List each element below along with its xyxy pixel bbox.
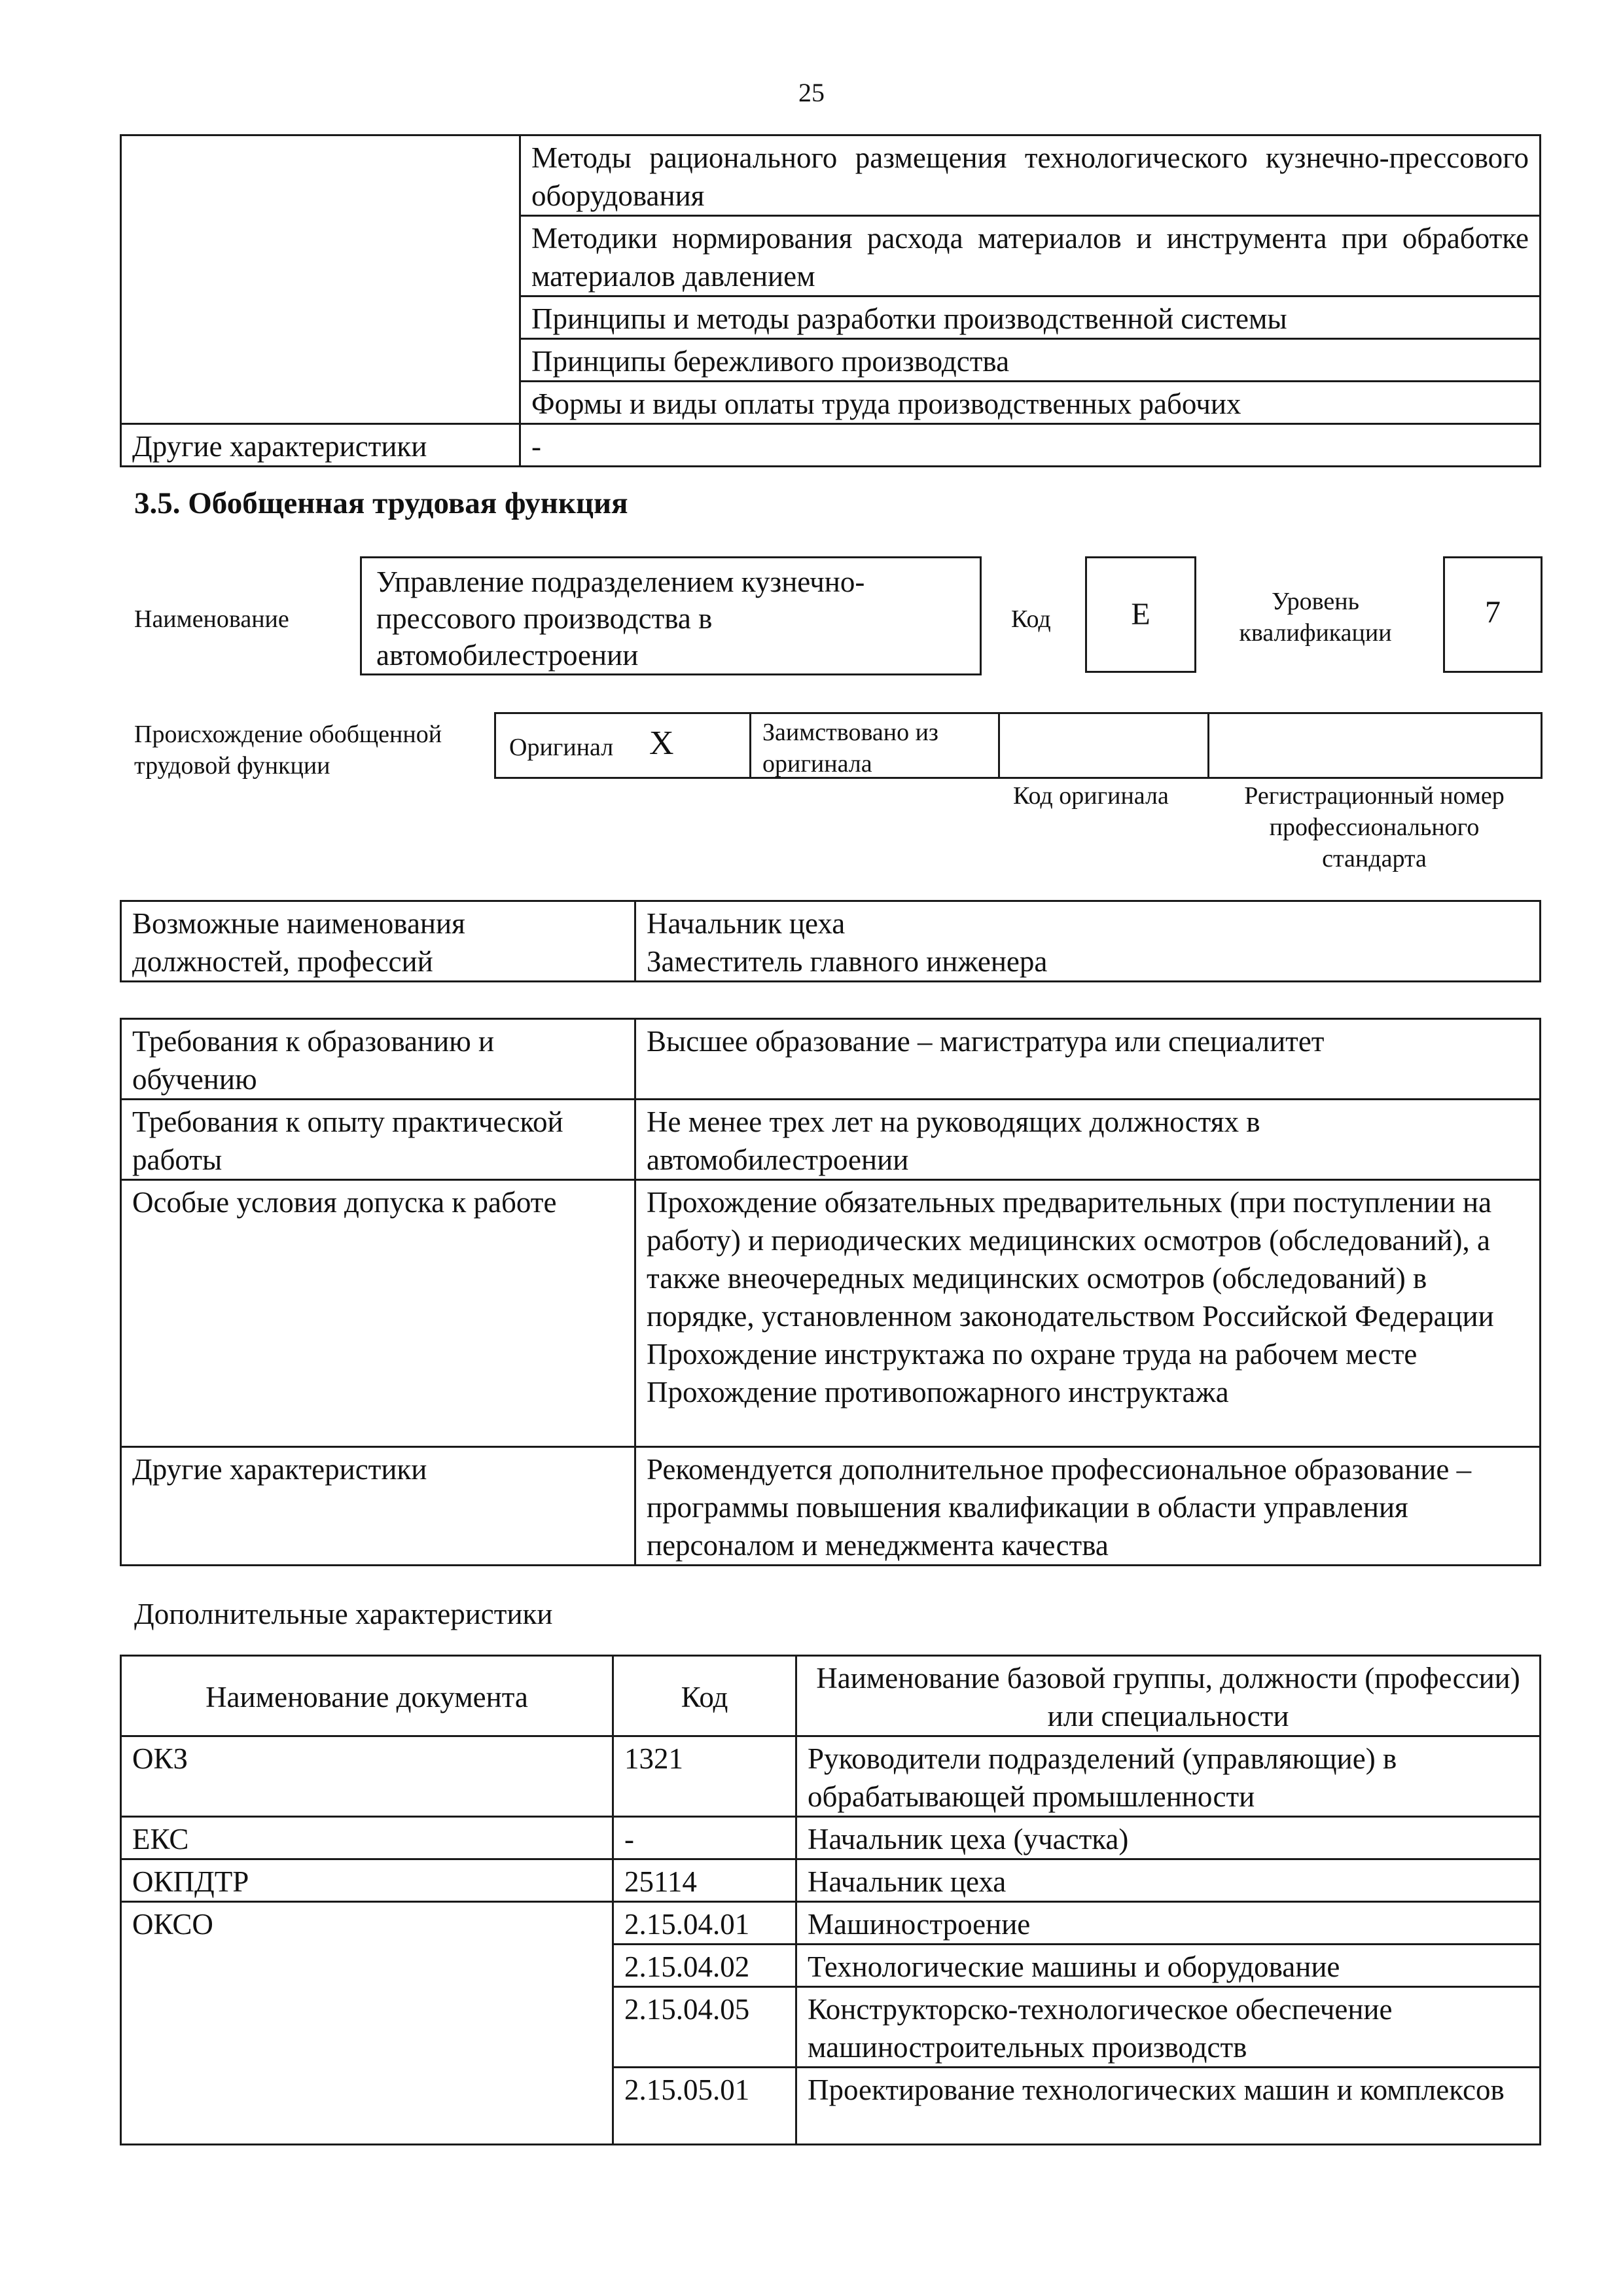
name-cell: Руководители подразделений (управляющие) в обрабатывающей промышленности (796, 1736, 1541, 1817)
knowledge-item: Методы рационального размещения технологического кузнечно-прессового оборудования (520, 135, 1541, 216)
section-heading: 3.5. Обобщенная трудовая функция (134, 486, 628, 520)
requirement-value: Высшее образование – магистратура или специалитет (635, 1019, 1541, 1100)
name-cell: Машиностроение (796, 1902, 1541, 1945)
origin-divider (998, 712, 1000, 779)
requirement-value: Не менее трех лет на руководящих должностях в автомобилестроении (635, 1100, 1541, 1180)
requirements-table (120, 1018, 1541, 1566)
page-number: 25 (798, 78, 825, 107)
original-mark: X (649, 725, 674, 762)
origin-divider (1207, 712, 1209, 779)
code-cell: 2.15.04.01 (613, 1902, 796, 1945)
position-item: Заместитель главного инженера (647, 945, 1048, 978)
knowledge-item: Формы и виды оплаты труда производственных рабочих (520, 382, 1541, 424)
borrowed-label: Заимствовано из оригинала (762, 719, 938, 778)
code-cell: 25114 (613, 1859, 796, 1902)
requirement-value: Рекомендуется дополнительное профессиональное образование – программы повышения квалификации в области управления персоналом и менеджмента качества (635, 1447, 1541, 1566)
other-characteristics-value: - (520, 424, 1541, 467)
code-cell: 2.15.05.01 (613, 2068, 796, 2145)
function-name-box (360, 556, 982, 675)
positions-values (635, 901, 1541, 982)
requirement-label: Другие характеристики (121, 1447, 635, 1566)
name-label: Наименование (134, 605, 289, 633)
origin-divider (749, 712, 751, 779)
requirement-label: Требования к опыту практической работы (121, 1100, 635, 1180)
header-code: Код (613, 1656, 796, 1736)
level-value: 7 (1485, 595, 1501, 630)
empty-label-cell (121, 135, 520, 424)
name-cell: Начальник цеха (796, 1859, 1541, 1902)
requirement-label: Требования к образованию и обучению (121, 1019, 635, 1100)
additional-title: Дополнительные характеристики (134, 1598, 553, 1630)
top-knowledge-table (120, 134, 1541, 467)
code-value: E (1131, 597, 1150, 632)
name-cell: Технологические машины и оборудование (796, 1945, 1541, 1987)
registration-number-caption: Регистрационный номер профессионального стандарта (1244, 782, 1505, 872)
positions-label: Возможные наименования должностей, профессий (121, 901, 635, 982)
positions-table (120, 900, 1541, 982)
header-document: Наименование документа (121, 1656, 613, 1736)
knowledge-item: Принципы и методы разработки производственной системы (520, 296, 1541, 339)
code-label: Код (1011, 605, 1051, 633)
requirement-label: Особые условия допуска к работе (121, 1180, 635, 1447)
header-name: Наименование базовой группы, должности (профессии) или специальности (796, 1656, 1541, 1736)
name-cell: Проектирование технологических машин и комплексов (796, 2068, 1541, 2145)
other-characteristics-label: Другие характеристики (121, 424, 520, 467)
function-name-value: Управление подразделением кузнечно-прессового производства в автомобилестроении (376, 565, 865, 672)
doc-cell: ЕКС (121, 1817, 613, 1859)
original-label: Оригинал (509, 734, 614, 761)
origin-label: Происхождение обобщенной трудовой функции (134, 721, 442, 780)
doc-cell: ОКПДТР (121, 1859, 613, 1902)
requirement-value: Прохождение обязательных предварительных (при поступлении на работу) и периодических медицинских осмотров (обследований), а также внеочередных медицинских осмотров (обследований) в порядке, установленном законодательством Российской Федерации Прохождение инструктажа по охране труда на рабочем месте Прохождение противопожарного инструктажа (635, 1180, 1541, 1447)
code-cell: 1321 (613, 1736, 796, 1817)
code-cell: 2.15.04.02 (613, 1945, 796, 1987)
code-box (1085, 556, 1196, 673)
code-cell: 2.15.04.05 (613, 1987, 796, 2068)
knowledge-item: Методики нормирования расхода материалов и инструмента при обработке материалов давлением (520, 216, 1541, 296)
level-box (1443, 556, 1543, 673)
additional-table (120, 1655, 1541, 2145)
doc-cell: ОКЗ (121, 1736, 613, 1817)
knowledge-item: Принципы бережливого производства (520, 339, 1541, 382)
name-cell: Конструкторско-технологическое обеспечение машиностроительных производств (796, 1987, 1541, 2068)
code-cell: - (613, 1817, 796, 1859)
doc-cell: ОКСО (121, 1902, 613, 2145)
position-item: Начальник цеха (647, 907, 846, 940)
name-cell: Начальник цеха (участка) (796, 1817, 1541, 1859)
level-label: Уровень квалификации (1239, 588, 1392, 647)
code-original-caption: Код оригинала (1013, 782, 1169, 810)
